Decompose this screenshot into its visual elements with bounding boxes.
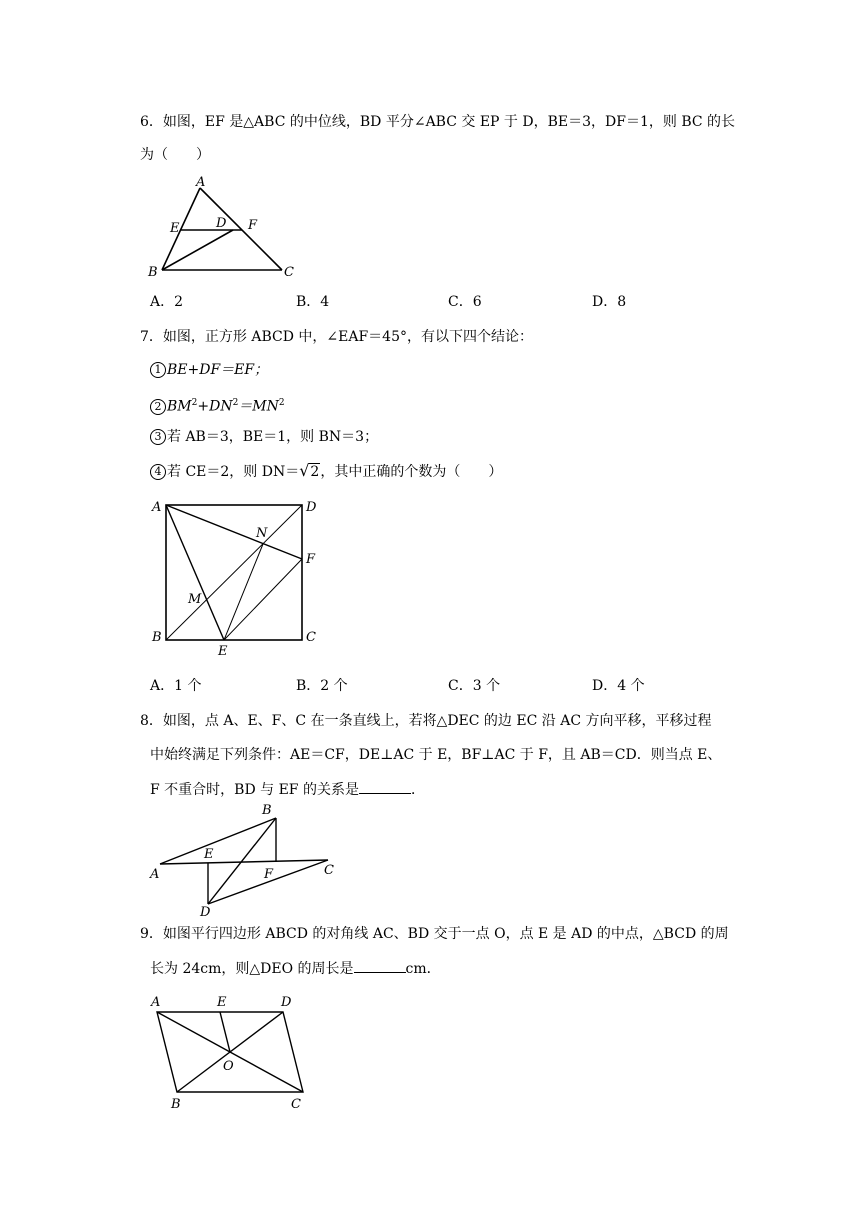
- q8-label-F: F: [264, 867, 274, 882]
- q7-conclusion-3: [150, 427, 378, 447]
- q8-label-C: C: [324, 863, 334, 878]
- q7-label-A: A: [152, 500, 162, 515]
- q7-option-d[interactable]: D．4 个: [592, 678, 645, 694]
- q9-text-line2-b: cm．: [405, 961, 441, 977]
- q8-text-line2: 中始终满足下列条件：AE＝CF，DE⊥AC 于 E，BF⊥AC 于 F，且 AB＝CD．则当点 E、: [150, 747, 722, 763]
- q8-text-line3-b: ．: [410, 782, 425, 798]
- q7-conclusion-3-number: 3: [150, 429, 166, 445]
- q7-c2-bm: BM: [167, 398, 192, 415]
- q6-label-B: B: [148, 265, 158, 280]
- q7-label-N: N: [256, 526, 268, 541]
- q9-label-E: E: [217, 995, 227, 1010]
- q7-label-E: E: [218, 644, 228, 659]
- q7-square-figure: [148, 495, 328, 660]
- q7-c2-mn: ＝MN: [238, 398, 279, 415]
- q8-answer-blank[interactable]: [359, 779, 411, 794]
- q7-conclusion-4-text-a: 若 CE＝2，则 DN＝: [167, 464, 300, 480]
- q7-conclusion-1-number: 1: [150, 362, 166, 378]
- q7-conclusion-4-text-b: ，其中正确的个数为（ ）: [320, 464, 503, 480]
- q9-text-line2-a: 长为 24cm，则△DEO 的周长是: [150, 961, 354, 977]
- q7-c2-exp1: 2: [191, 398, 198, 408]
- q7-conclusion-2: [150, 393, 285, 417]
- q6-label-E: E: [170, 221, 180, 236]
- q7-option-c[interactable]: C．3 个: [448, 678, 501, 694]
- q9-parallelogram-figure: [145, 990, 320, 1112]
- q9-label-A: A: [151, 995, 161, 1010]
- q6-label-D: D: [216, 216, 227, 231]
- q7-label-M: M: [188, 592, 202, 607]
- sqrt-radicand: 2: [310, 464, 320, 480]
- q6-text-line1: 6．如图，EF 是△ABC 的中位线，BD 平分∠ABC 交 EP 于 D，BE＝3，DF＝1，则 BC 的长: [140, 114, 736, 130]
- q7-option-a[interactable]: A．1 个: [150, 678, 202, 694]
- q7-c2-exp3: 2: [278, 398, 285, 408]
- q6-option-c[interactable]: C．6: [448, 294, 482, 310]
- q7-conclusion-4-number: 4: [150, 464, 166, 480]
- q9-label-B: B: [171, 1097, 181, 1112]
- q7-label-C: C: [306, 630, 316, 645]
- q8-label-B: B: [262, 803, 272, 818]
- q7-option-b[interactable]: B．2 个: [296, 678, 348, 694]
- q6-text-line2: 为（ ）: [140, 147, 210, 163]
- q8-label-E: E: [204, 847, 214, 862]
- q9-answer-blank[interactable]: [354, 958, 406, 973]
- q7-label-F: F: [306, 552, 316, 567]
- q7-label-D: D: [306, 500, 317, 515]
- q6-label-F: F: [248, 218, 258, 233]
- q7-c2-exp2: 2: [232, 398, 239, 408]
- q8-text-line3-a: F 不重合时，BD 与 EF 的关系是: [150, 782, 359, 798]
- q7-options: [150, 676, 750, 696]
- q9-label-O: O: [223, 1059, 234, 1074]
- q9-text-line2: [150, 958, 441, 979]
- q7-text-line1: 7．如图，正方形 ABCD 中，∠EAF＝45°，有以下四个结论：: [140, 329, 533, 345]
- q6-triangle-figure: [140, 172, 310, 282]
- q7-conclusion-4: [150, 461, 502, 482]
- q7-label-B: B: [152, 630, 162, 645]
- q8-label-A: A: [150, 867, 160, 882]
- q7-conclusion-1-text: BE+DF＝EF；: [167, 362, 269, 378]
- q6-label-A: A: [196, 175, 206, 190]
- q7-c2-dn: +DN: [197, 398, 233, 415]
- q7-conclusion-3-text: 若 AB＝3，BE＝1，则 BN＝3；: [167, 429, 379, 445]
- q6-option-b[interactable]: B．4: [296, 294, 330, 310]
- q9-label-D: D: [281, 995, 292, 1010]
- q8-label-D: D: [200, 905, 211, 920]
- q8-text-line1: 8．如图，点 A、E、F、C 在一条直线上，若将△DEC 的边 EC 沿 AC 方向平移，平移过程: [140, 713, 712, 729]
- q9-text-line1: 9．如图平行四边形 ABCD 的对角线 AC、BD 交于一点 O，点 E 是 AD 的中点，△BCD 的周: [140, 926, 729, 942]
- q7-conclusion-2-number: 2: [150, 399, 166, 415]
- q7-conclusion-1: [150, 360, 268, 380]
- q8-figure: [140, 798, 350, 920]
- q6-option-d[interactable]: D．8: [592, 294, 627, 310]
- sqrt-symbol: √: [299, 461, 310, 480]
- q6-options: [150, 292, 750, 312]
- q9-label-C: C: [291, 1097, 301, 1112]
- q6-label-C: C: [284, 265, 294, 280]
- q6-option-a[interactable]: A．2: [150, 294, 184, 310]
- q8-text-line3: [150, 779, 425, 800]
